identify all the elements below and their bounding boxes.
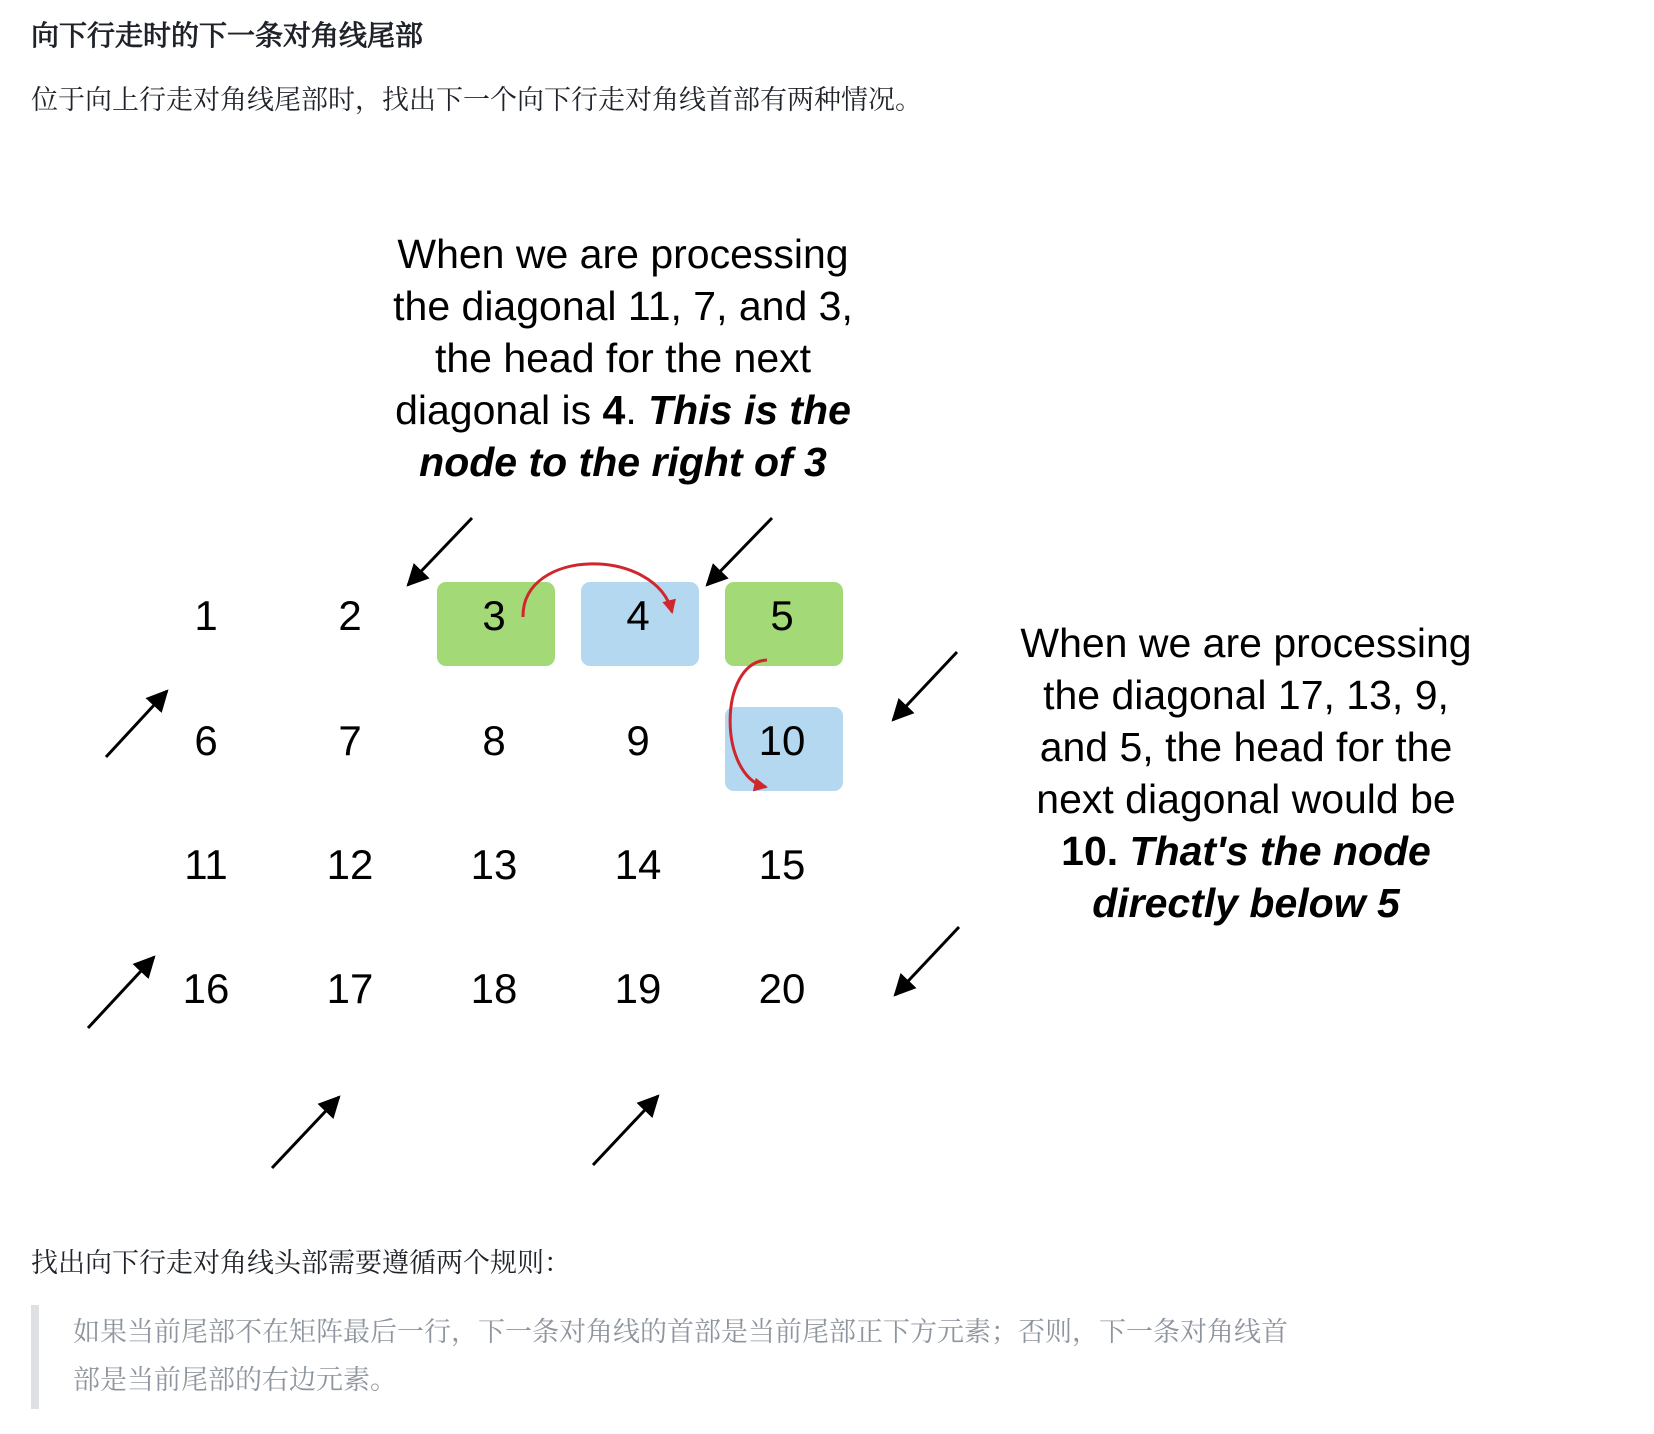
up-right-arrow: [272, 1097, 339, 1168]
grid-cell: 9: [626, 717, 650, 764]
rule-text-line: 部是当前尾部的右边元素。: [73, 1365, 397, 1396]
annotation-right-italic: directly below 5: [1092, 880, 1400, 926]
annotation-top: [340, 228, 906, 488]
grid-cell: 4: [626, 592, 650, 639]
grid-cell: 6: [194, 717, 218, 764]
grid-cell: 3: [482, 592, 506, 639]
grid-cell: 17: [326, 965, 374, 1012]
grid-cell: 19: [614, 965, 662, 1012]
section-heading: 向下行走时的下一条对角线尾部: [31, 19, 424, 52]
grid-cell: 18: [470, 965, 518, 1012]
annotation-top-italic: node to the right of 3: [419, 439, 827, 485]
grid-cell: 8: [482, 717, 506, 764]
grid-cell: 11: [184, 841, 228, 888]
annotation-right-line: the diagonal 17, 13, 9,: [1043, 672, 1449, 718]
grid-cell: 14: [614, 841, 662, 888]
down-left-arrow: [893, 652, 957, 720]
rule-blockquote: [31, 1305, 1554, 1409]
annotation-right-line: [986, 877, 1506, 929]
grid-cell: 16: [182, 965, 230, 1012]
annotation-top-line: [340, 384, 906, 436]
grid-cell: 15: [758, 841, 806, 888]
down-left-arrow: [707, 518, 772, 585]
intro-paragraph: 位于向上行走对角线尾部时，找出下一个向下行走对角线首部有两种情况。: [31, 85, 922, 116]
annotation-right-emphasis: 10.: [1061, 828, 1119, 874]
grid-cell: 2: [338, 592, 362, 639]
grid-cell: 5: [770, 592, 794, 639]
up-right-arrow: [88, 957, 154, 1028]
transition-arrow-3-to-4: [523, 564, 672, 617]
grid-cell: 7: [338, 717, 362, 764]
annotation-right-line: and 5, the head for the: [1039, 724, 1453, 770]
grid-cell: 10: [758, 717, 806, 764]
annotation-top-emphasis: 4: [602, 387, 626, 433]
up-right-arrow: [593, 1096, 658, 1165]
down-left-arrow: [895, 927, 959, 995]
grid-cell: 13: [470, 841, 518, 888]
transition-arrow-5-to-10: [730, 660, 767, 787]
rule-text-line: 如果当前尾部不在矩阵最后一行，下一条对角线的首部是当前尾部正下方元素；否则，下一条对角线首: [73, 1317, 1288, 1348]
annotation-top-italic: This is the: [648, 387, 851, 433]
grid-cell: 20: [758, 965, 806, 1012]
annotation-right-line: [986, 825, 1506, 877]
annotation-top-line: When we are processing: [397, 231, 849, 277]
annotation-top-line: [340, 436, 906, 488]
down-left-arrow: [408, 518, 472, 585]
annotation-right-line: next diagonal would be: [1036, 776, 1456, 822]
annotation-top-text: .: [625, 387, 649, 433]
up-right-arrow: [106, 691, 167, 757]
annotation-top-text: diagonal is: [395, 387, 603, 433]
grid-cell: 1: [194, 592, 218, 639]
rules-intro: 找出向下行走对角线头部需要遵循两个规则：: [31, 1248, 571, 1279]
grid-cell: 12: [326, 841, 374, 888]
annotation-top-line: the diagonal 11, 7, and 3,: [393, 283, 853, 329]
annotation-top-line: the head for the next: [434, 335, 812, 381]
annotation-right-line: When we are processing: [1020, 620, 1472, 666]
annotation-right-italic: That's the node: [1118, 828, 1431, 874]
annotation-right: [986, 617, 1506, 929]
